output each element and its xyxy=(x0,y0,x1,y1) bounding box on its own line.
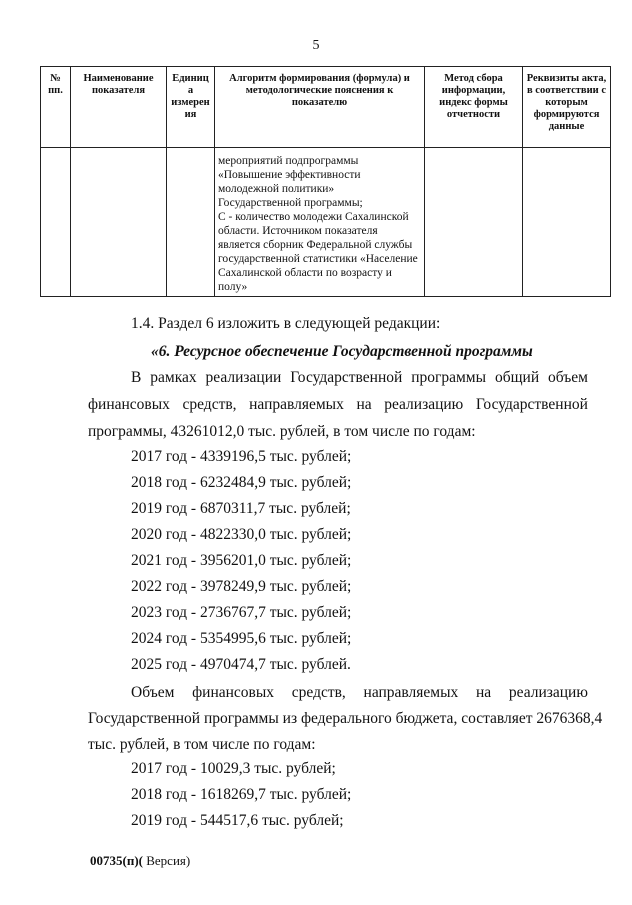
text-line: мероприятий подпрограммы xyxy=(218,155,359,167)
list-item: 2025 год - 4970474,7 тыс. рублей. xyxy=(131,656,351,673)
list-item: 2022 год - 3978249,9 тыс. рублей; xyxy=(131,578,352,595)
footer-version: Версия) xyxy=(142,853,191,868)
table-row xyxy=(41,148,611,297)
text-line: формируются xyxy=(533,109,600,120)
word: на xyxy=(356,396,372,413)
text-line: Сахалинской области по возрасту и xyxy=(218,267,392,279)
text-line: полу» xyxy=(218,281,248,293)
text-line: государственной статистики «Население xyxy=(218,253,418,265)
text-line: показателя xyxy=(91,85,146,96)
word: программы xyxy=(411,369,487,386)
word: направляемых xyxy=(363,684,459,701)
word: Государственной xyxy=(475,396,588,413)
para2-line1 xyxy=(131,680,588,706)
text-line: молодежной политики» xyxy=(218,183,335,195)
text-line: пп. xyxy=(48,85,63,96)
header-algorithm xyxy=(215,67,425,148)
section-heading: «6. Ресурсное обеспечение Государственной программы xyxy=(151,343,533,360)
text-line: показателю xyxy=(291,97,348,108)
text-line: Метод сбора xyxy=(444,73,503,84)
word: рамках xyxy=(150,369,197,386)
text-line: индекс формы xyxy=(439,97,508,108)
word: реализации xyxy=(205,369,282,386)
para1-line3: программы, 43261012,0 тыс. рублей, в том числе по годам: xyxy=(88,423,476,440)
text-line: в соответствии с xyxy=(527,85,606,96)
text-line: ия xyxy=(184,109,197,120)
text-line: информации, xyxy=(441,85,506,96)
text-line: Государственной программы; xyxy=(218,197,363,209)
para2-line3: тыс. рублей, в том числе по годам: xyxy=(88,736,316,753)
cell-algorithm xyxy=(215,148,425,297)
cell-unit xyxy=(167,148,215,297)
text-line: данные xyxy=(548,121,585,132)
list-item: 2017 год - 10029,3 тыс. рублей; xyxy=(131,760,336,777)
text-line: методологические пояснения к xyxy=(245,85,394,96)
list-item: 2018 год - 1618269,7 тыс. рублей; xyxy=(131,786,352,803)
text-line: а xyxy=(187,85,194,96)
text-line: «Повышение эффективности xyxy=(218,169,361,181)
word: финансовых xyxy=(88,396,170,413)
word: направляемых xyxy=(249,396,344,413)
word: реализацию xyxy=(508,684,588,701)
word: на xyxy=(475,684,492,701)
header-unit xyxy=(167,67,215,148)
para1-line2 xyxy=(88,392,588,418)
word: Объем xyxy=(131,684,175,701)
text-line: является сборник Федеральной службы xyxy=(218,239,413,251)
word: финансовых xyxy=(192,684,275,701)
list-item: 2024 год - 5354995,6 тыс. рублей; xyxy=(131,630,352,647)
text-line: С - количество молодежи Сахалинской xyxy=(218,211,409,223)
document-footer xyxy=(90,853,190,869)
text-line: измерен xyxy=(171,97,210,108)
header-act-requisites xyxy=(523,67,611,148)
text-line: области. Источником показателя xyxy=(218,225,378,237)
list-item: 2021 год - 3956201,0 тыс. рублей; xyxy=(131,552,352,569)
word: объем xyxy=(548,369,588,386)
header-indicator-name xyxy=(71,67,167,148)
list-item: 2020 год - 4822330,0 тыс. рублей; xyxy=(131,526,352,543)
cell-indicator-name xyxy=(71,148,167,297)
header-collection-method xyxy=(425,67,523,148)
text-line: Реквизиты акта, xyxy=(526,73,607,84)
list-item: 2023 год - 2736767,7 тыс. рублей; xyxy=(131,604,352,621)
intro-paragraph: 1.4. Раздел 6 изложить в следующей редакции: xyxy=(131,315,441,332)
text-line: Наименование xyxy=(83,73,154,84)
text-line: Алгоритм формирования (формула) и xyxy=(229,73,410,84)
cell-number xyxy=(41,148,71,297)
para1-line1 xyxy=(131,365,588,391)
list-item: 2018 год - 6232484,9 тыс. рублей; xyxy=(131,474,352,491)
list-item: 2017 год - 4339196,5 тыс. рублей; xyxy=(131,448,352,465)
word: общий xyxy=(494,369,540,386)
cell-act-requisites xyxy=(523,148,611,297)
header-number xyxy=(41,67,71,148)
footer-code: 00735(п)( xyxy=(90,853,143,868)
word: средств, xyxy=(291,684,346,701)
page-number: 5 xyxy=(312,38,320,53)
word: средств, xyxy=(182,396,237,413)
text-line: Единиц xyxy=(172,73,209,84)
list-item: 2019 год - 6870311,7 тыс. рублей; xyxy=(131,500,351,517)
word: реализацию xyxy=(384,396,464,413)
cell-collection-method xyxy=(425,148,523,297)
text-line: которым xyxy=(545,97,588,108)
word: Государственной xyxy=(290,369,403,386)
indicators-table xyxy=(40,66,611,297)
text-line: отчетности xyxy=(446,109,501,120)
word: В xyxy=(131,369,142,386)
table-header-row xyxy=(41,67,611,148)
text-line: № xyxy=(50,73,61,84)
para2-line2: Государственной программы из федерального бюджета, составляет 2676368,4 xyxy=(88,710,603,727)
list-item: 2019 год - 544517,6 тыс. рублей; xyxy=(131,812,344,829)
